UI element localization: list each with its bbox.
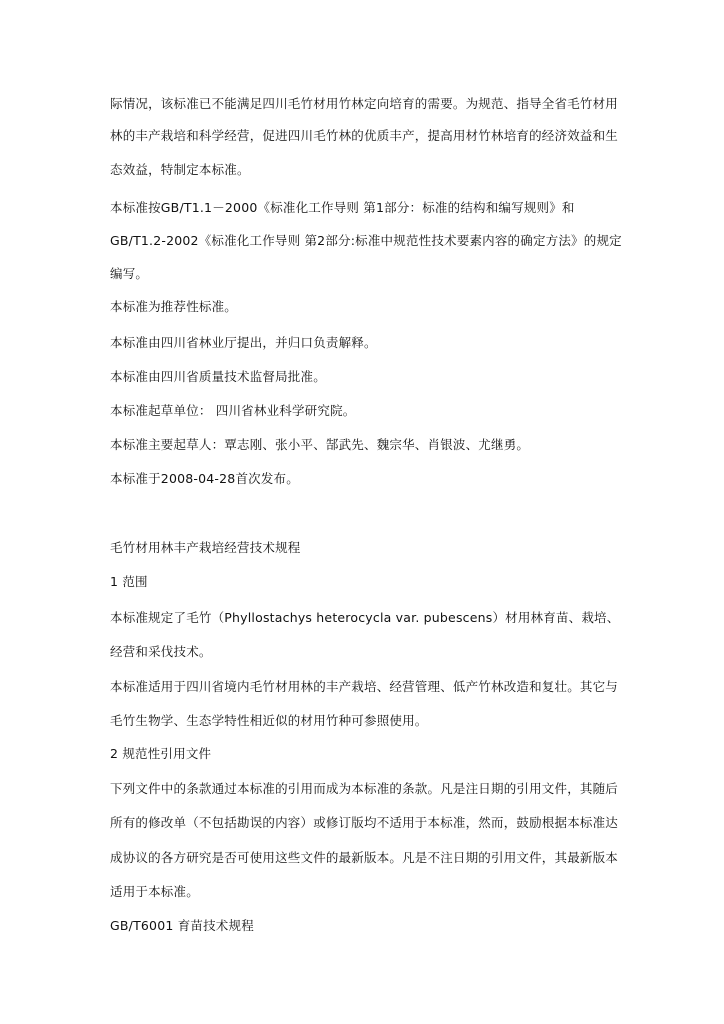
section-1-line-2: 经营和采伐技术。 <box>110 644 212 659</box>
reference-gb-t6001: GB/T6001 育苗技术规程 <box>110 918 254 933</box>
section-2-heading: 2 规范性引用文件 <box>110 746 212 761</box>
foreword-line-4: 本标准按GB/T1.1－2000《标准化工作导则 第1部分：标准的结构和编写规则》和 <box>110 200 575 215</box>
section-1-line-1: 本标准规定了毛竹（Phyllostachys heterocycla var. pubescens）材用林育苗、栽培、 <box>110 610 620 625</box>
foreword-line-8: 本标准由四川省林业厅提出，并归口负责解释。 <box>110 335 377 350</box>
foreword-line-10: 本标准起草单位： 四川省林业科学研究院。 <box>110 403 356 418</box>
section-2-line-1: 下列文件中的条款通过本标准的引用而成为本标准的条款。凡是注日期的引用文件，其随后 <box>110 781 619 796</box>
foreword-line-9: 本标准由四川省质量技术监督局批准。 <box>110 369 326 384</box>
section-2-line-3: 成协议的各方研究是否可使用这些文件的最新版本。凡是不注日期的引用文件，其最新版本 <box>110 850 619 865</box>
section-1-heading: 1 范围 <box>110 574 148 589</box>
section-1-line-4: 毛竹生物学、生态学特性相近似的材用竹种可参照使用。 <box>110 713 428 728</box>
foreword-line-12: 本标准于2008-04-28首次发布。 <box>110 471 299 486</box>
foreword-line-11: 本标准主要起草人：覃志刚、张小平、郜武先、魏宗华、肖银波、尤继勇。 <box>110 437 530 452</box>
foreword-line-5: GB/T1.2-2002《标准化工作导则 第2部分:标准中规范性技术要素内容的确定方法》的规定 <box>110 233 622 248</box>
foreword-line-1: 际情况，该标准已不能满足四川毛竹材用竹林定向培育的需要。为规范、指导全省毛竹材用 <box>110 96 619 111</box>
foreword-line-3: 态效益，特制定本标准。 <box>110 162 250 177</box>
foreword-line-6: 编写。 <box>110 266 149 281</box>
section-1-line-3: 本标准适用于四川省境内毛竹材用林的丰产栽培、经营管理、低产竹林改造和复壮。其它与 <box>110 679 619 694</box>
document-title: 毛竹材用林丰产栽培经营技术规程 <box>110 540 301 555</box>
foreword-line-2: 林的丰产栽培和科学经营，促进四川毛竹林的优质丰产，提高用材竹林培育的经济效益和生 <box>110 128 619 143</box>
foreword-line-7: 本标准为推荐性标准。 <box>110 299 238 314</box>
section-2-line-4: 适用于本标准。 <box>110 884 199 899</box>
section-2-line-2: 所有的修改单（不包括勘误的内容）或修订版均不适用于本标准，然而，鼓励根据本标准达 <box>110 815 619 830</box>
